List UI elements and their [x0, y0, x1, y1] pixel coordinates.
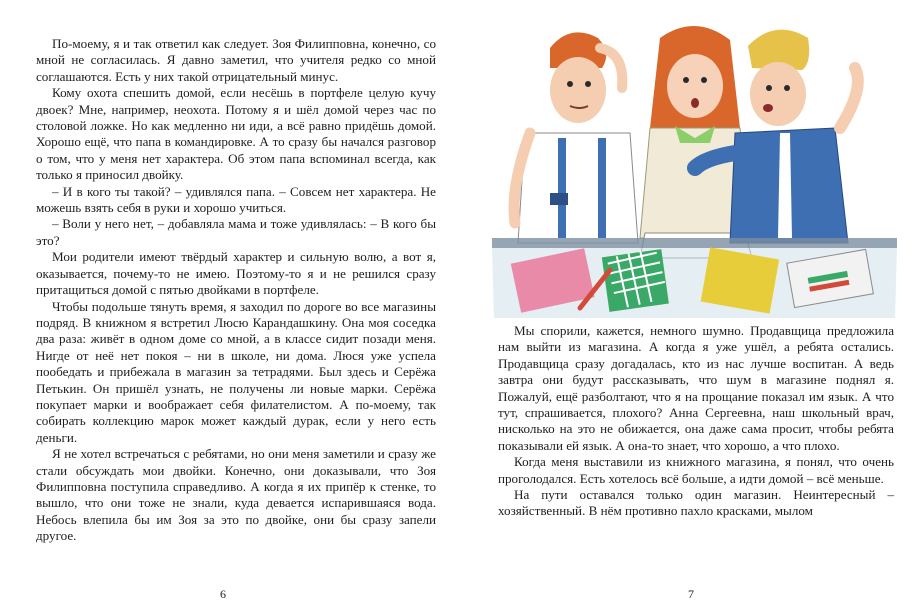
left-page-text [36, 36, 436, 545]
illustration-children-at-counter [490, 8, 900, 318]
paragraph: На пути оставался только один магазин. Неинтересный – хозяйственный. В нём противно пахло красками, мылом [498, 487, 894, 519]
counter-top [492, 238, 897, 248]
right-page [460, 0, 920, 616]
paragraph: Чтобы подольше тянуть время, я заходил по дороге во все магазины подряд. В книжном я встретил Люсю Карандашкину. Она моя соседка два раза: живёт в одном доме со мной, а в классе сидит позади меня. Нигде от неё нет покоя – ни в школе, ни дома. Люся уже успела пообедать и прибежала в магазин за тетрадями. Был здесь и Серёжа Петькин. Он пришёл узнать, не получены ли новые марки. Серёжа покупает марки и воображает себя филателистом. А по-моему, так собирать коллекцию марок может каждый дурак, если у него есть деньги. [36, 298, 436, 445]
paragraph: Кому охота спешить домой, если несёшь в портфеле целую кучу двоек? Мне, например, неохота. Потому я и шёл домой через час по столовой ложке. Но как медленно ни иди, а всё равно придёшь домой. Хорошо ещё, что папа в командировке. А то сразу бы начался разговор о том, что у меня нет характера. Об этом папа вспоминал всегда, как только я приносил двойку. [36, 85, 436, 183]
paragraph: По-моему, я и так ответил как следует. Зоя Филипповна, конечно, со мной не согласилась. Я давно заметил, что учителя редко со мной соглашаются. Есть у них такой отрицательный минус. [36, 36, 436, 84]
left-boy-figure [514, 32, 638, 243]
paragraph: Я не хотел встречаться с ребятами, но они меня заметили и сразу же стали обсуждать мои двойки. Конечно, они доказывали, что Зоя Филипповна поступила справедливо. А когда я их припёр к стенке, то вышло, что они тоже не знали, куда девается испарившаяся вода. Небось влепила бы им Зоя за это по двойке, они бы сразу запели другое. [36, 446, 436, 544]
paragraph: Мои родители имеют твёрдый характер и сильную волю, а вот я, оказывается, почему-то не имею. Поэтому-то я и не решился сразу притащиться домой с пятью двойками в портфеле. [36, 249, 436, 298]
paragraph: Когда меня выставили из книжного магазина, я понял, что очень проголодался. Есть хотелось всё больше, а идти домой – всё меньше. [498, 454, 894, 486]
right-page-text [498, 323, 894, 520]
paragraph: – Воли у него нет, – добавляла мама и тоже удивлялась: – В кого бы это? [36, 216, 436, 248]
page-number: 7 [688, 587, 694, 601]
page-number: 6 [220, 587, 226, 601]
paragraph: Мы спорили, кажется, немного шумно. Продавщица предложила нам выйти из магазина. А когда я уже ушёл, а ребята остались. Продавщица сразу догадалась, кто из нас лучше воспитан. А ведь завтра они будут рассказывать, что шум в магазине поднял я. Пожалуй, ещё разболтают, что я на прощание показал им язык. А что тут, спрашивается, плохого? Анна Сергеевна, наш школьный врач, нисколько на это не обижается, она даже сама просит, чтобы ребята показывали ей язык. А она-то знает, что хорошо, а что плохо. [498, 323, 894, 453]
paragraph: – И в кого ты такой? – удивлялся папа. – Совсем нет характера. Не можешь взять себя в руки и хорошо учиться. [36, 183, 436, 216]
